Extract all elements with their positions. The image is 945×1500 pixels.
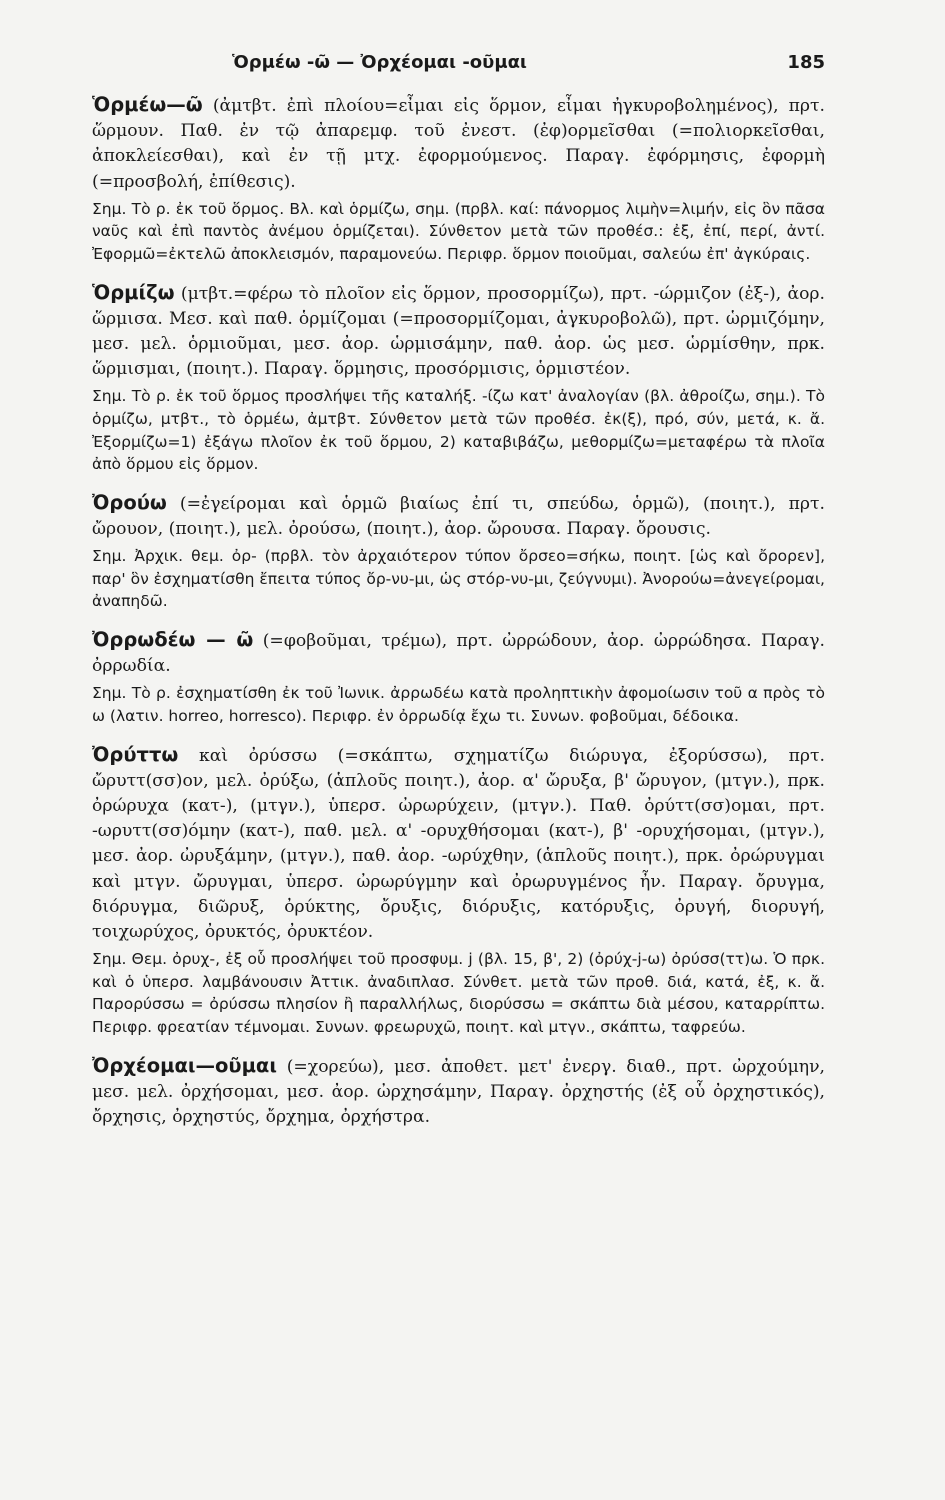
entry-body: (=χορεύω), μεσ. ἀποθετ. μετ' ἐνεργ. διαθ., πρτ. ὠρχούμην, μεσ. μελ. ὀρχήσομαι, μεσ. ἀορ. ὠρχησάμην, Παραγ. ὀρχηστής (ἐξ οὗ ὀρχηστικός), ὄρχησις, ὀρχηστύς, ὄρχημα, ὀρχήστρα. bbox=[92, 1056, 825, 1127]
entry-body: (=ἐγείρομαι καὶ ὁρμῶ βιαίως ἐπί τι, σπεύδω, ὁρμῶ), (ποιητ.), πρτ. ὤρουον, (ποιητ.), μελ. ὀρούσω, (ποιητ.), ἀορ. ὤρουσα. Παραγ. ὄρουσις. bbox=[92, 493, 825, 539]
entry-note: Σημ. Τὸ ρ. ἐκ τοῦ ὅρμος προσλήψει τῆς καταλήξ. -ίζω κατ' ἀναλογίαν (βλ. ἀθροίζω, σημ.). Τὸ ὁρμίζω, μτβτ., τὸ ὁρμέω, ἀμτβτ. Σύνθετον μετὰ τῶν προθέσ. ἐκ(ξ), πρό, σύν, μετά, κ. ἄ. Ἐξορμίζω=1) ἐξάγω πλοῖον ἐκ τοῦ ὅρμου, 2) καταβιβάζω, μεθορμίζω=μεταφέρω τὰ πλοῖα ἀπὸ ὅρμου εἰς ὅρμον. bbox=[92, 387, 825, 474]
entry-note: Σημ. Ἀρχικ. θεμ. ὀρ- (πρβλ. τὸν ἀρχαιότερον τύπον ὄρσεο=σήκω, ποιητ. [ὡς καὶ ὄρορεν], παρ' ὃν ἐσχηματίσθη ἔπειτα τύπος ὄρ-νυ-μι, ὡς στόρ-νυ-μι, ζεύγνυμι). Ἀνορούω=ἀνεγείρομαι, ἀναπηδῶ. bbox=[92, 547, 825, 611]
headword: Ὀρύττω bbox=[92, 742, 179, 766]
entry-orrodeo bbox=[92, 627, 825, 728]
entry-text bbox=[92, 627, 825, 679]
entry-text bbox=[92, 1053, 825, 1131]
headword: Ὀρρωδέω — ῶ bbox=[92, 627, 254, 651]
entry-text bbox=[92, 490, 825, 542]
entry-body: (ἀμτβτ. ἐπὶ πλοίου=εἶμαι εἰς ὅρμον, εἶμαι ἠγκυροβολημένος), πρτ. ὥρμουν. Παθ. ἐν τῷ ἀπαρεμφ. τοῦ ἐνεστ. (ἐφ)ορμεῖσθαι (=πολιορκεῖσθαι, ἀποκλείεσθαι), καὶ ἐν τῇ μτχ. ἐφορμούμενος. Παραγ. ἐφόρμησις, ἐφορμὴ (=προσβολή, ἐπίθεσις). bbox=[92, 96, 825, 192]
entry-text bbox=[92, 280, 825, 383]
headword: Ὁρμέω—ῶ bbox=[92, 93, 203, 116]
entry-body: καὶ ὀρύσσω (=σκάπτω, σχηματίζω διώρυγα, ἐξορύσσω), πρτ. ὤρυττ(σσ)ον, μελ. ὀρύξω, (ἁπλοῦς ποιητ.), ἀορ. α' ὤρυξα, β' ὤρυγον, (μτγν.), πρκ. ὀρώρυχα (κατ-), (μτγν.), ὑπερσ. ὠρωρύχειν, (μτγν.). Παθ. ὀρύττ(σσ)ομαι, πρτ. -ωρυττ(σσ)όμην (κατ-), παθ. μελ. α' -ορυχθήσομαι (κατ-), β' -ορυχήσομαι, (μτγν.), μεσ. ἀορ. ὠρυξάμην, (μτγν.), παθ. ἀορ. -ωρύχθην, (ἁπλοῦς ποιητ.), πρκ. ὀρώρυγμαι καὶ μτγν. ὤρυγμαι, ὑπερσ. ὠρωρύγμην καὶ ὀρωρυγμένος ἦν. Παραγ. ὄρυγμα, διόρυγμα, διῶρυξ, ὀρύκτης, ὄρυξις, διόρυξις, κατόρυξις, ὀρυγή, διορυγή, τοιχωρύχος, ὀρυκτός, ὀρυκτέον. bbox=[92, 745, 825, 942]
entry-body: (μτβτ.=φέρω τὸ πλοῖον εἰς ὅρμον, προσορμίζω), πρτ. -ώρμιζον (ἐξ-), ἀορ. ὥρμισα. Μεσ. καὶ παθ. ὁρμίζομαι (=προσορμίζομαι, ἀγκυροβολῶ), πρτ. ὡρμιζόμην, μεσ. μελ. ὁρμιοῦμαι, μεσ. ἀορ. ὡρμισάμην, παθ. ἀορ. ὡς μεσ. ὡρμίσθην, πρκ. ὥρμισμαι, (ποιητ.). Παραγ. ὅρμησις, προσόρμισις, ὁρμιστέον. bbox=[92, 283, 825, 380]
page-header bbox=[92, 52, 825, 92]
entry-note: Σημ. Τὸ ρ. ἐσχηματίσθη ἐκ τοῦ Ἰωνικ. ἀρρωδέω κατὰ προληπτικὴν ἀφομοίωσιν τοῦ α πρὸς τὸ ω (λατιν. horreo, horresco). Περιφρ. ἐν ὀρρωδίᾳ ἔχω τι. Συνων. φοβοῦμαι, δέδοικα. bbox=[92, 684, 825, 725]
entry-note: Σημ. Θεμ. ὀρυχ-, ἐξ οὗ προσλήψει τοῦ προσφυμ. j (βλ. 15, β', 2) (ὀρύχ-j-ω) ὀρύσσ(ττ)ω. Ὁ πρκ. καὶ ὁ ὑπερσ. λαμβάνουσιν Ἀττικ. ἀναδιπλασ. Σύνθετ. μετὰ τῶν προθ. διά, κατά, ἐξ, κ. ἄ. Παρορύσσω = ὀρύσσω πλησίον ἢ παραλλήλως, διορύσσω = σκάπτω διὰ μέσου, καταρρίπτω. Περιφρ. φρεατίαν τέμνομαι. Συνων. φρεωρυχῶ, ποιητ. καὶ μτγν., σκάπτω, ταφρεύω. bbox=[92, 950, 825, 1036]
page-number: 185 bbox=[787, 52, 825, 73]
entry-orouo bbox=[92, 490, 825, 613]
entry-text bbox=[92, 742, 825, 946]
headword: Ὀρούω bbox=[92, 490, 167, 514]
entry-orytto bbox=[92, 742, 825, 1039]
entry-note: Σημ. Τὸ ρ. ἐκ τοῦ ὅρμος. Βλ. καὶ ὁρμίζω, σημ. (πρβλ. καί: πάνορμος λιμὴν=λιμήν, εἰς ὃν πᾶσα ναῦς καὶ ἐπὶ παντὸς ἀνέμου ὁρμίζεται). Σύνθετον μετὰ τῶν προθέσ.: ἐξ, ἐπί, περί, ἀντί. Ἐφορμῶ=ἐκτελῶ ἀποκλεισμόν, παραμονεύω. Περιφρ. ὅρμον ποιοῦμαι, σαλεύω ἐπ' ἀγκύραις. bbox=[92, 199, 825, 263]
running-head: Ὁρμέω -ῶ — Ὀρχέομαι -οῦμαι bbox=[232, 52, 527, 73]
entry-orcheomai bbox=[92, 1053, 825, 1131]
entry-ormizo bbox=[92, 280, 825, 476]
headword: Ὁρμίζω bbox=[92, 280, 175, 304]
entry-text bbox=[92, 92, 825, 195]
entry-ormeo bbox=[92, 92, 825, 266]
headword: Ὀρχέομαι—οῦμαι bbox=[92, 1053, 277, 1077]
entry-body: (=φοβοῦμαι, τρέμω), πρτ. ὠρρώδουν, ἀορ. ὠρρώδησα. Παραγ. ὀρρωδία. bbox=[92, 630, 825, 677]
